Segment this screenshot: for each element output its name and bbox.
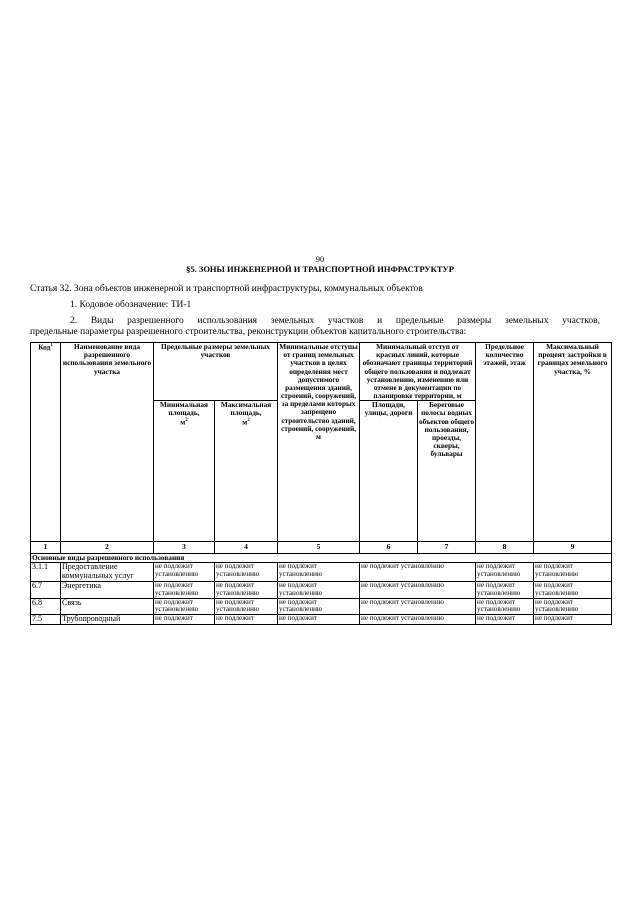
header-min-area-unit: м	[180, 416, 186, 426]
row-floors: не подлежит установлению	[476, 562, 534, 581]
row-floors: не подлежит	[476, 615, 534, 625]
column-number-row	[31, 542, 612, 553]
permitted-use-paragraph-continued: предельные параметры разрешенного строительства, реконструкции объектов капитального строительства:	[30, 327, 467, 337]
header-min-area	[154, 401, 215, 542]
row-coverage: не подлежит установлению	[534, 581, 612, 598]
column-number: 7	[418, 542, 476, 553]
row-code: 6.7	[31, 581, 61, 598]
header-floors: Предельное количество этажей, этаж	[476, 343, 534, 542]
row-max-area: не подлежит	[215, 615, 278, 625]
row-red-line: не подлежит установлению	[360, 598, 476, 615]
header-max-area	[215, 401, 278, 542]
table-row	[31, 562, 612, 581]
row-setback: не подлежит установлению	[278, 598, 360, 615]
table-row	[31, 615, 612, 625]
column-number: 2	[61, 542, 154, 553]
header-plot-sizes: Предельные размеры земельных участков	[154, 343, 278, 401]
row-max-area: не подлежит установлению	[215, 562, 278, 581]
row-setback: не подлежит установлению	[278, 581, 360, 598]
row-min-area: не подлежит установлению	[154, 581, 215, 598]
header-banks: Береговые полосы водных объектов общего пользования, проезды, скверы, бульвары	[418, 401, 476, 542]
row-red-line: не подлежит установлению	[360, 562, 476, 581]
code-designation-paragraph: 1. Кодовое обозначение: ТИ-1	[70, 300, 192, 310]
row-code: 6.8	[31, 598, 61, 615]
column-number: 3	[154, 542, 215, 553]
section-label: Основные виды разрешенного использования	[31, 553, 612, 562]
header-squares: Площади, улицы, дороги	[360, 401, 418, 542]
row-red-line: не подлежит установлению	[360, 581, 476, 598]
row-floors: не подлежит установлению	[476, 598, 534, 615]
row-red-line: не подлежит установлению	[360, 615, 476, 625]
row-coverage: не подлежит установлению	[534, 562, 612, 581]
row-max-area: не подлежит установлению	[215, 581, 278, 598]
row-setback: не подлежит установлению	[278, 562, 360, 581]
header-row-1	[31, 343, 612, 401]
section-row	[31, 553, 612, 562]
column-number: 5	[278, 542, 360, 553]
header-setbacks: Минимальные отступы от границ земельных участков в целях определения мест допустимого размещения зданий, строений, сооружений, за пределами которых запрещено строительство зданий, строений, сооружений, м	[278, 343, 360, 542]
zone-parameters-table	[30, 342, 612, 625]
row-use-name: Связь	[61, 598, 154, 615]
row-use-name: Энергетика	[61, 581, 154, 598]
row-setback: не подлежит	[278, 615, 360, 625]
article-heading: Статья 32. Зона объектов инженерной и транспортной инфраструктуры, коммунальных объектов	[30, 284, 423, 294]
column-number: 1	[31, 542, 61, 553]
row-coverage: не подлежит установлению	[534, 598, 612, 615]
row-code: 3.1.1	[31, 562, 61, 581]
header-max-area-unit: м	[242, 416, 248, 426]
row-min-area: не подлежит установлению	[154, 562, 215, 581]
table-row	[31, 581, 612, 598]
column-number: 4	[215, 542, 278, 553]
page-number: 90	[315, 254, 325, 264]
header-code	[31, 343, 61, 542]
row-coverage: не подлежит	[534, 615, 612, 625]
permitted-use-paragraph: 2. Виды разрешенного использования земельных участков и предельные размеры земельных участков,	[70, 316, 600, 326]
header-code-footnote: 1	[50, 343, 53, 348]
header-max-area-unit-sup: 2	[247, 417, 250, 423]
row-use-name: Предоставление коммунальных услуг	[61, 562, 154, 581]
header-min-area-unit-sup: 2	[185, 417, 188, 423]
table-row	[31, 598, 612, 615]
column-number: 9	[534, 542, 612, 553]
header-use-name: Наименование вида разрешенного использования земельного участка	[61, 343, 154, 542]
header-code-text: Код	[38, 342, 51, 352]
section-title: §5. ЗОНЫ ИНЖЕНЕРНОЙ И ТРАНСПОРТНОЙ ИНФРАСТРУКТУР	[186, 264, 454, 274]
row-floors: не подлежит установлению	[476, 581, 534, 598]
header-red-line-setback: Минимальный отступ от красных линий, которые обозначают границы территорий общего пользования и подлежат установлению, изменению или отмене в документации по планировке территории, м	[360, 343, 476, 401]
row-min-area: не подлежит	[154, 615, 215, 625]
row-use-name: Трубопроводный	[61, 615, 154, 625]
row-min-area: не подлежит установлению	[154, 598, 215, 615]
header-coverage: Максимальный процент застройки в границах земельного участка, %	[534, 343, 612, 542]
header-max-area-text: Максимальная площадь,	[220, 400, 272, 418]
row-max-area: не подлежит установлению	[215, 598, 278, 615]
column-number: 6	[360, 542, 418, 553]
column-number: 8	[476, 542, 534, 553]
row-code: 7.5	[31, 615, 61, 625]
header-min-area-text: Минимальная площадь,	[160, 400, 208, 418]
